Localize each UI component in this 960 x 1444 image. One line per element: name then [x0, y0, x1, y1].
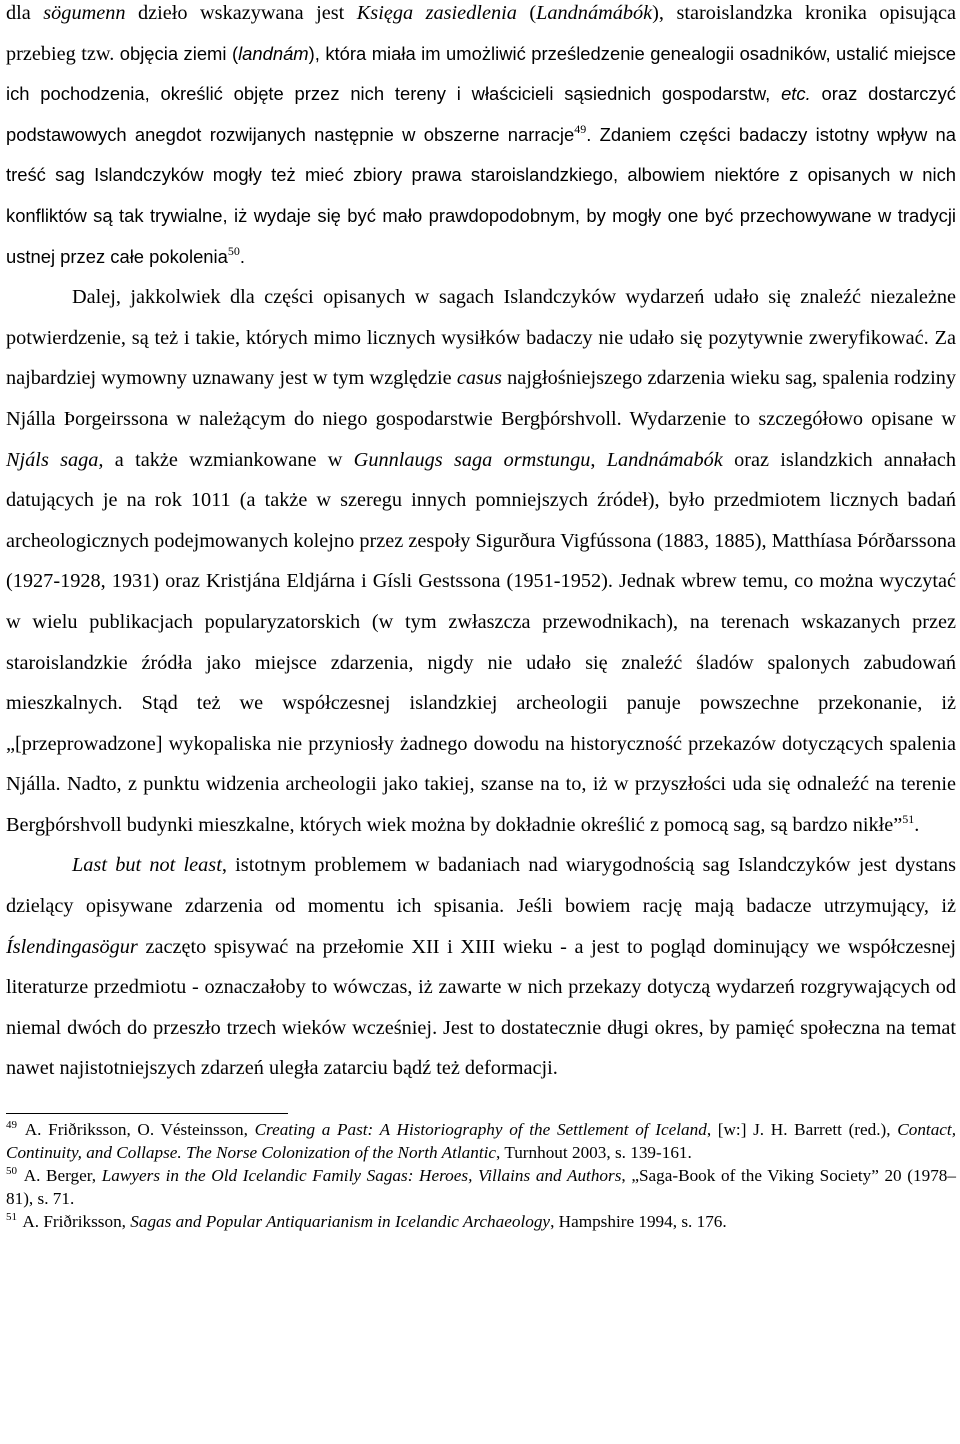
footnote-text: A. Berger, — [19, 1166, 102, 1186]
italic-title: Íslendingasögur — [6, 935, 138, 958]
italic-title: Njáls saga, — [6, 448, 104, 471]
footnote-title: Sagas and Popular Antiquarianism in Icelandic Archaeology — [130, 1212, 551, 1232]
footnote-text: , Hampshire 1994, s. 176. — [550, 1212, 727, 1232]
text-run: . — [239, 245, 245, 267]
text-run: zaczęto spisywać na przełomie XII i XIII wieku - a jest to pogląd dominujący we współczesnej literaturze przedmiotu - oznaczałoby to wówczas, iż zawarte w nich przekazy dotyczą wydarzeń rozgrywających od niemal dwóch do przeszło trzech wieków wcześniej. Jest to dostatecznie długi okres, by pamięć społeczna na temat nawet najistotniejszych zdarzeń uległa zatarciu bądź też deformacji. — [6, 935, 956, 1080]
text-run: Dalej, jakkolwiek dla części opisanych w sagach Islandczyków wydarzeń udało się znaleźć niezależne potwierdzenie, są też i takie, których mimo licznych wysiłków badaczy nie udało się pozytywnie zweryfikować. Za najbardziej wymowny uznawany jest w tym względzie — [6, 286, 956, 390]
footnote-number: 49 — [6, 1119, 17, 1132]
text-run: najgłośniejszego zdarzenia wieku sag, spalenia rodziny Njálla Þorgeirssona w należącym do niego gospodarstwie Bergþórshvoll. Wydarzenie to szczegółowo opisane w — [6, 367, 956, 430]
footnote-text: A. Friðriksson, O. Vésteinsson, — [19, 1120, 255, 1140]
footnote-51 — [6, 1210, 956, 1233]
footnote-text: , [w:] J. H. Barrett (red.), — [706, 1120, 898, 1140]
text-run: , istotnym problemem w badaniach nad wiarygodnością sag Islandczyków jest dystans dzielący opisywane zdarzenia od momentu ich spisania. Jeśli bowiem rację mają badacze utrzymujący, iż — [6, 854, 957, 918]
italic-title: sögumenn — [43, 2, 126, 24]
footnote-number: 50 — [6, 1165, 17, 1178]
italic-term: etc. — [781, 83, 811, 105]
footnote-ref-50[interactable]: 50 — [227, 243, 240, 258]
footnote-separator — [6, 1113, 288, 1114]
text-run: , — [590, 448, 607, 471]
italic-phrase: Last but not least — [72, 854, 222, 877]
footnote-title: Contact, Continuity, and Collapse. The Norse Colonization of the North Atlantic — [6, 1120, 956, 1163]
footnote-49 — [6, 1118, 956, 1164]
text-run: ( — [516, 2, 537, 24]
text-run: ), staroislandzka kronika opisująca przebieg tzw. — [6, 2, 956, 65]
italic-term: landnám — [238, 42, 309, 64]
body-paragraph-2 — [6, 277, 956, 845]
footnote-ref-49[interactable]: 49 — [574, 122, 587, 137]
document-page — [6, 0, 956, 1233]
text-run: . Zdaniem części badaczy istotny wpływ na treść sag Islandczyków mogły też mieć zbiory prawa staroislandzkiego, albowiem niektóre z opisanych w nich konfliktów są tak trywialne, iż wydaje się być mało prawdopodobnym, by mogły one być przechowywane w tradycji ustnej przez całe pokolenia — [6, 123, 956, 267]
italic-title: Gunnlaugs saga ormstungu — [353, 448, 591, 471]
footnote-text: , Turnhout 2003, s. 139-161. — [496, 1143, 692, 1163]
footnote-text: A. Friðriksson, — [19, 1212, 131, 1232]
italic-title: Księga zasiedlenia — [356, 2, 517, 24]
footnote-ref-51[interactable]: 51 — [902, 812, 915, 827]
footnote-number: 51 — [6, 1211, 17, 1224]
text-run: dla — [6, 2, 44, 24]
text-run: oraz islandzkich annałach datujących je na rok 1011 (a także w szeregu innych pomniejszych źródeł), było przedmiotem licznych badań archeologicznych podejmowanych kolejno przez zespoły Sigurðura Vigfússona (1883, 1885), Matthíasa Þórðarssona (1927-1928, 1931) oraz Kristjána Eldjárna i Gísli Gestssona (1951-1952). Jednak wbrew temu, co można wyczytać w wielu publikacjach popularyzatorskich (w tym zwłaszcza przewodnikach), na terenach wskazanych przez staroislandzkie źródła jako miejsce zdarzenia, nigdy nie udało się znaleźć śladów spalonych zabudowań mieszkalnych. Stąd też we współczesnej islandzkiej archeologii panuje powszechne przekonanie, iż „[przeprowadzone] wykopaliska nie przyniosły żadnego dowodu na historyczność przekazów dotyczących spalenia Njálla. Nadto, z punktu widzenia archeologii jako takiej, szanse na to, iż w przyszłości uda się odnaleźć na terenie Bergþórshvoll budynki mieszkalne, których wiek można by dokładnie określić z pomocą sag, są bardzo nikłe” — [6, 448, 956, 836]
footnote-50 — [6, 1164, 956, 1210]
italic-term: casus — [456, 367, 502, 390]
italic-title: Landnámabók — [606, 448, 723, 471]
body-paragraph-1 — [6, 0, 956, 277]
text-run: a także wzmiankowane w — [103, 448, 354, 471]
text-run: objęcia ziemi ( — [119, 42, 239, 64]
text-run: . — [914, 813, 920, 836]
footnote-title: Creating a Past: A Historiography of the Settlement of Iceland — [254, 1120, 707, 1140]
footnote-title: Lawyers in the Old Icelandic Family Sagas: Heroes, Villains and Authors — [101, 1166, 622, 1186]
text-run: oraz dostarczyć podstawowych anegdot rozwijanych następnie w obszerne narracje — [6, 83, 957, 145]
text-run: ), która miała im umożliwić prześledzenie genealogii osadników, ustalić miejsce ich pochodzenia, określić objęte przez nich tereny i właścicieli sąsiednich gospodarstw, — [6, 42, 957, 105]
body-paragraph-3 — [6, 845, 956, 1089]
footnote-text: , „Saga-Book of the Viking Society” 20 (1978–81), s. 71. — [6, 1166, 956, 1209]
text-run: dzieło wskazywana jest — [125, 2, 357, 24]
italic-title: Landnámábók — [536, 2, 653, 24]
